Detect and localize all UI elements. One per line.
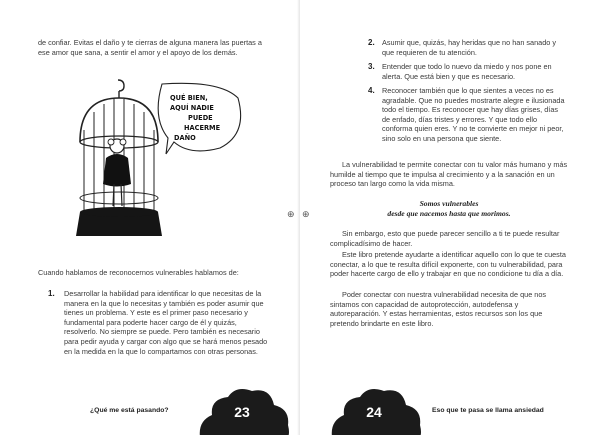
intro-paragraph: de confiar. Evitas el daño y te cierras de alguna manera las puertas a ese amor que sana, a sentir el amor y el apoyo de los demás.	[38, 38, 262, 57]
paragraph-vulnerability: La vulnerabilidad te permite conectar con tu valor más humano y más humilde al tiempo que te impulsa al crecimiento y a la sanación en un proceso tan largo como la vida misma.	[330, 160, 568, 189]
paragraph-sin-embargo: Sin embargo, esto que puede parecer sencillo a ti te puede resultar complicadísimo de hacer.	[330, 229, 560, 248]
lead-paragraph: Cuando hablamos de reconocernos vulnerables hablamos de:	[38, 268, 239, 277]
paragraph-poder-conectar: Poder conectar con nuestra vulnerabilidad necesita de que nos sintamos con capacidad de autoprotección, autodefensa y autoreparación. Y estas herramientas, estos recursos son los que pretendo brindarte en este libro.	[330, 290, 547, 328]
right-footer-title: Eso que te pasa se llama ansiedad	[432, 407, 544, 414]
list-number-4: 4.	[368, 86, 375, 95]
paragraph-este-libro: Este libro pretende ayudarte a identificar aquello con lo que te cuesta conectar, a lo que te resulta difícil exponerte, con tu vulnerabilidad, para poder hacerte cargo de ello y trabajar en que no condicione tu día a día.	[330, 250, 566, 279]
birdcage-illustration	[70, 78, 270, 248]
right-page	[300, 0, 600, 435]
ornament-left-icon: ⊕	[287, 209, 295, 219]
list-item-4-text: Reconocer también que lo que sientes a veces no es agradable. Que no puedes mostrarte alegre e ilusionada todo el tiempo. Es reconocer que hay días grises, días de enfado, días tristes y errores. Y que todo ello conforma quien eres. Y no te convierte en mejor ni peor, sino solo en una persona que siente.	[382, 86, 565, 143]
list-number-3: 3.	[368, 62, 375, 71]
svg-text:DAÑO: DAÑO	[174, 134, 196, 142]
highlight-quote: Somos vulnerables desde que nacemos hasta que morimos.	[387, 199, 511, 218]
left-page-number: 23	[234, 404, 250, 420]
list-number-2: 2.	[368, 38, 375, 47]
list-item-3-text: Entender que todo lo nuevo da miedo y nos pone en alerta. Que está bien y que es necesario.	[382, 62, 552, 81]
left-footer-title: ¿Qué me está pasando?	[90, 407, 169, 414]
list-number-1: 1.	[48, 289, 55, 298]
svg-text:PUEDE: PUEDE	[188, 114, 213, 122]
person-figure	[103, 139, 131, 206]
list-item-1-text: Desarrollar la habilidad para identificar lo que necesitas de la manera en la que lo necesitas y también es poder asumir que tienes un problema. Y este es el primer paso necesario y fundamental para poderte hacer cargo de él y quizás, resolverlo. No siempre se puede. Pero también es necesario para pedir ayuda y cargar con algo que se hará menos pesado en la medida en la que lo compartamos con otras personas.	[64, 289, 268, 356]
list-item-2-text: Asumir que, quizás, hay heridas que no han sanado y que requieren de tu atención.	[382, 38, 557, 57]
svg-text:AQUÍ NADIE: AQUÍ NADIE	[170, 104, 214, 112]
right-page-number: 24	[366, 404, 382, 420]
svg-text:HACERME: HACERME	[184, 124, 221, 132]
svg-text:QUÉ BIEN,: QUÉ BIEN,	[170, 94, 208, 102]
ornament-right-icon: ⊕	[302, 209, 310, 219]
